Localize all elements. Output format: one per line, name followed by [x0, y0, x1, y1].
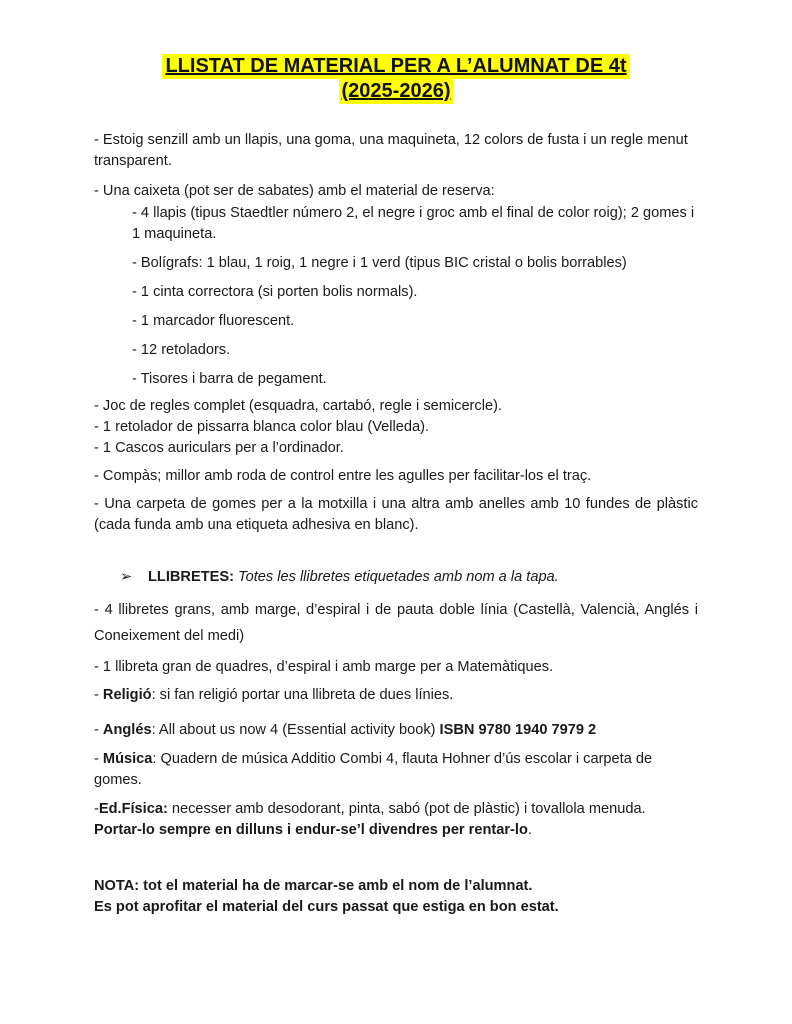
- musica-label: Música: [102, 751, 153, 767]
- religio-label: Religió: [102, 687, 152, 703]
- reserve-item-cinta: - 1 cinta correctora (si porten bolis normals).: [132, 284, 418, 300]
- reserve-item-tisores: - Tisores i barra de pegament.: [132, 371, 327, 387]
- llibretes-label: LLIBRETES:: [148, 569, 234, 585]
- edfisica-prefix: -: [94, 801, 99, 817]
- item-angles: [94, 720, 698, 741]
- item-cascos: - 1 Cascos auriculars per a l’ordinador.: [94, 440, 344, 456]
- religio-prefix: -: [94, 687, 103, 703]
- angles-prefix: -: [94, 722, 103, 738]
- llibretes-heading: [120, 567, 698, 588]
- edfisica-label: Ed.Física:: [98, 801, 168, 817]
- item-compas: - Compàs; millor amb roda de control entre les agulles per facilitar-los el traç.: [94, 468, 592, 484]
- item-regles: - Joc de regles complet (esquadra, cartabó, regle i semicercle).: [94, 398, 502, 414]
- item-caixeta: - Una caixeta (pot ser de sabates) amb el material de reserva:: [94, 183, 495, 199]
- nota: [94, 876, 698, 918]
- angles-label: Anglés: [102, 722, 152, 738]
- religio-text: : si fan religió portar una llibreta de dues línies.: [151, 687, 454, 703]
- item-religio: [94, 685, 698, 706]
- item-estoig: - Estoig senzill amb un llapis, una goma, una maquineta, 12 colors de fusta i un regle menut transparent.: [94, 132, 688, 169]
- document-title: [0, 54, 792, 104]
- llibretes-item-quadres: - 1 llibreta gran de quadres, d’espiral i amb marge per a Matemàtiques.: [94, 659, 554, 675]
- angles-text: : All about us now 4 (Essential activity book): [151, 722, 440, 738]
- arrow-bullet-icon: ➢: [120, 569, 133, 585]
- item-retolador: - 1 retolador de pissarra blanca color blau (Velleda).: [94, 419, 430, 435]
- item-carpeta: - Una carpeta de gomes per a la motxilla i una altra amb anelles amb 10 fundes de plàstic (cada funda amb una etiqueta adhesiva en blanc).: [94, 496, 698, 533]
- musica-text: : Quadern de música Additio Combi 4, flauta Hohner d’ús escolar i carpeta de gomes.: [94, 751, 653, 788]
- nota-line1: : tot el material ha de marcar-se amb el nom de l’alumnat.: [134, 878, 533, 894]
- item-musica: [94, 749, 698, 791]
- edfisica-text: necesser amb desodorant, pinta, sabó (pot de plàstic) i tovallola menuda.: [167, 801, 646, 817]
- llibretes-note: Totes les llibretes etiquetades amb nom a la tapa.: [238, 569, 559, 585]
- llibretes-item-grans: - 4 llibretes grans, amb marge, d’espiral i de pauta doble línia (Castellà, Valencià, Anglés i Coneixement del medi): [94, 602, 698, 644]
- nota-label: NOTA: [94, 878, 135, 894]
- reserve-item-llapis: - 4 llapis (tipus Staedtler número 2, el negre i groc amb el final de color roig); 2 gomes i 1 maquineta.: [132, 205, 695, 242]
- edfisica-end: .: [527, 822, 532, 838]
- reserve-item-boligrafs: - Bolígrafs: 1 blau, 1 roig, 1 negre i 1 verd (tipus BIC cristal o bolis borrables): [132, 255, 627, 271]
- edfisica-bold-line: Portar-lo sempre en dilluns i endur-se’l divendres per rentar-lo: [94, 822, 528, 838]
- musica-prefix: -: [94, 751, 103, 767]
- reserve-item-retoladors: - 12 retoladors.: [132, 342, 231, 358]
- item-edfisica: [94, 799, 698, 841]
- angles-isbn: ISBN 9780 1940 7979 2: [439, 722, 597, 738]
- title-line-1: LLISTAT DE MATERIAL PER A L’ALUMNAT DE 4t: [162, 54, 629, 79]
- reserve-item-marcador: - 1 marcador fluorescent.: [132, 313, 295, 329]
- nota-line2: Es pot aprofitar el material del curs passat que estiga en bon estat.: [94, 899, 559, 915]
- title-line-2: (2025-2026): [339, 79, 454, 104]
